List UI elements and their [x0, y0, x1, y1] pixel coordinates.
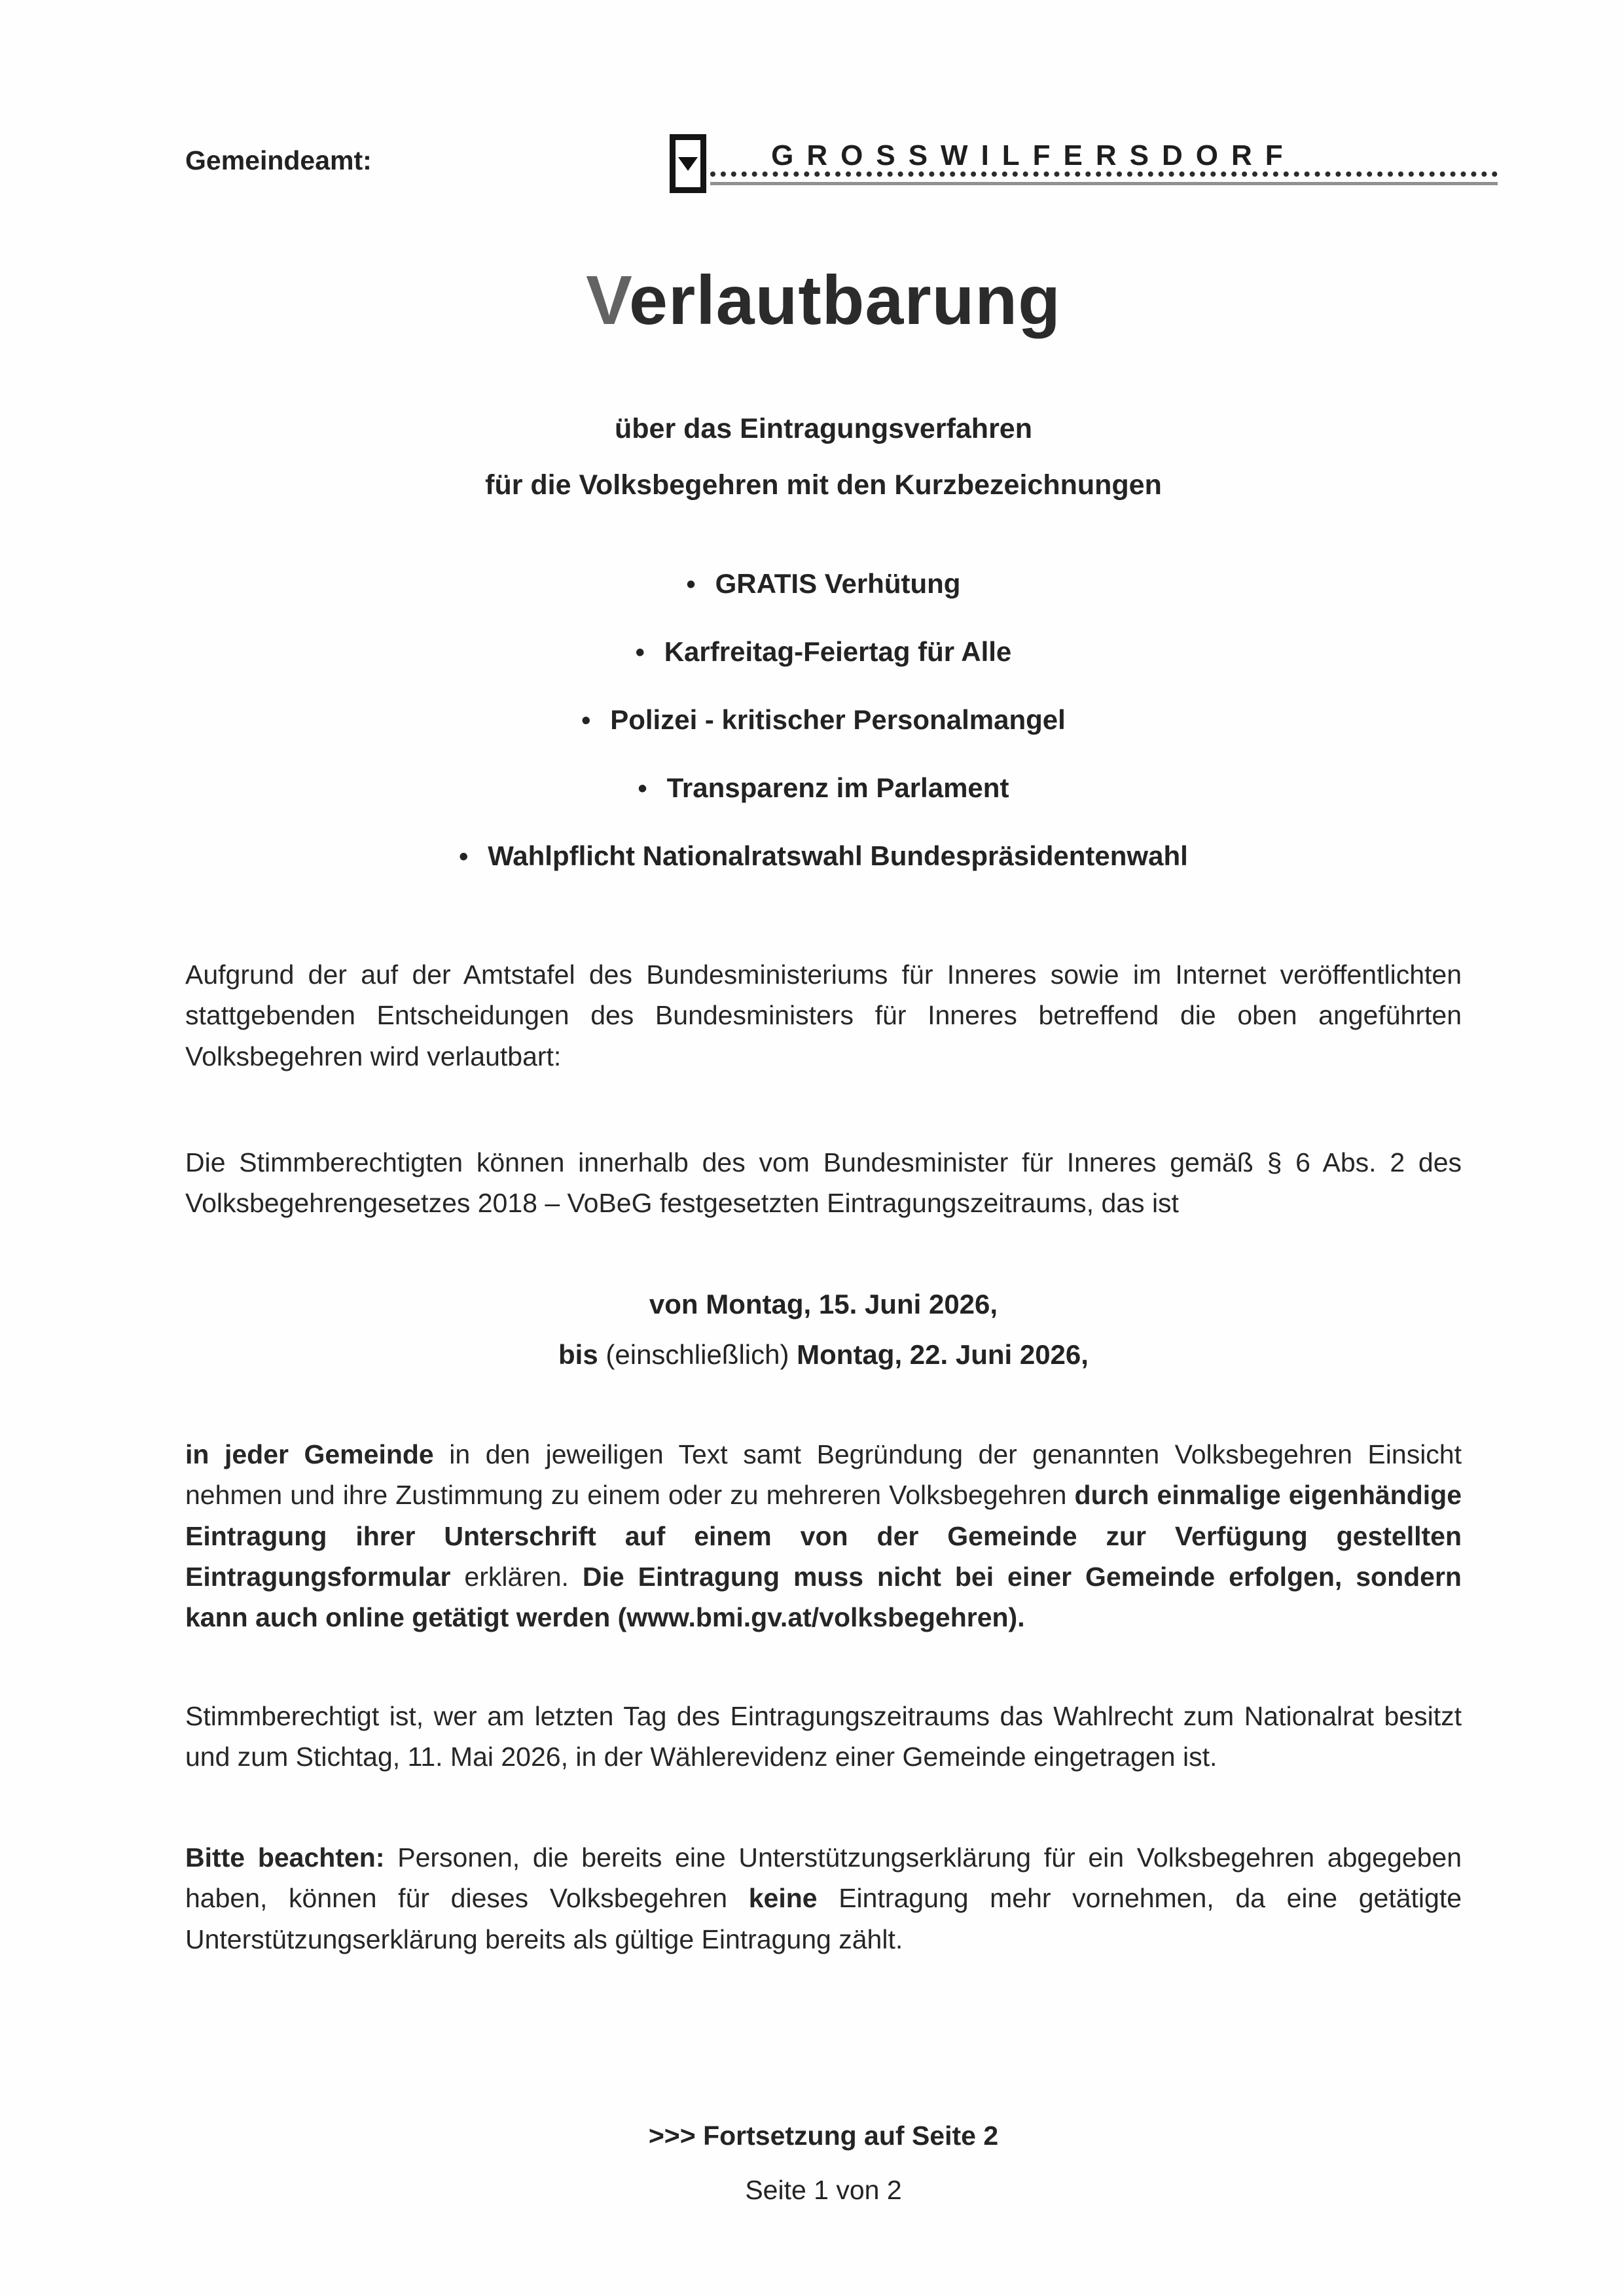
date-to: Montag, 22. Juni 2026,: [797, 1339, 1089, 1371]
eligibility-paragraph: Stimmberechtigt ist, wer am letzten Tag des Eintragungszeitraums das Wahlrecht zum Nationalrat besitzt und zum Stichtag, 11. Mai 2026, in der Wählerevidenz einer Gemeinde eingetragen ist.: [185, 1700, 1462, 1772]
participation-bold-3: Die Eintragung muss nicht bei einer Gemeinde erfolgen, sondern kann auch online getätigt werden (www.bmi.gv.at/volksbegehren).: [185, 1561, 1462, 1633]
entry-period-dates: [185, 1279, 1462, 1380]
participation-text-1: in den jeweiligen Text samt Begründung der genannten Volksbegehren Einsicht nehmen und ihre Zustimmung zu einem oder zu mehreren Volksbegehren: [185, 1439, 1462, 1511]
date-from-line: [185, 1279, 1462, 1330]
down-triangle-icon: [678, 157, 698, 171]
notice-paragraph: [185, 1837, 1462, 1960]
municipality-field: [670, 134, 1498, 193]
notice-label: Bitte beachten:: [185, 1842, 385, 1873]
header: [185, 134, 1462, 193]
page-title: Verlautbarung: [586, 262, 1061, 339]
continuation-note: >>> Fortsetzung auf Seite 2: [648, 2121, 999, 2151]
bullet-icon: •: [638, 774, 647, 803]
referendum-item-label: Karfreitag-Feiertag für Alle: [664, 636, 1012, 667]
referendum-item-label: Wahlpflicht Nationalratswahl Bundespräsidentenwahl: [488, 840, 1188, 871]
date-from: von Montag, 15. Juni 2026,: [649, 1288, 998, 1319]
municipality-name: GROSSWILFERSDORF: [771, 139, 1296, 171]
subtitle-line-1: über das Eintragungsverfahren: [615, 413, 1032, 444]
referendum-item: [638, 772, 1009, 804]
referendum-item-label: Polizei - kritischer Personalmangel: [610, 704, 1066, 735]
referendum-item-label: GRATIS Verhütung: [715, 568, 961, 599]
participation-bold-1: in jeder Gemeinde: [185, 1439, 434, 1469]
participation-bold-2: durch einmalige eigenhändige Eintragung ihrer Unterschrift auf einem von der Gemeinde zur Verfügung gestellten Eintragungsformular: [185, 1480, 1462, 1592]
notice-keine: keine: [748, 1883, 818, 1914]
intro-paragraph: Aufgrund der auf der Amtstafel des Bundesministeriums für Inneres sowie im Internet veröffentlichten stattgebenden Entscheidungen des Bundesministers für Inneres betreffend die oben angeführten Volksbegehren wird verlautbart:: [185, 960, 1462, 1071]
subtitle: [185, 401, 1462, 513]
bullet-icon: •: [459, 842, 469, 871]
participation-text-2: erklären.: [450, 1561, 583, 1592]
bullet-icon: •: [686, 570, 696, 599]
footer: [185, 2121, 1462, 2206]
referendum-item: [459, 840, 1188, 872]
referendum-list: [185, 568, 1462, 872]
subtitle-line-2: für die Volksbegehren mit den Kurzbezeichnungen: [485, 469, 1162, 501]
referendum-item: [636, 636, 1012, 668]
referendum-item-label: Transparenz im Parlament: [666, 772, 1009, 803]
dotted-fill-line: [710, 141, 1498, 177]
bullet-icon: •: [581, 706, 591, 735]
notice-text-1: Personen, die bereits eine Unterstützungserklärung für ein Volksbegehren abgegeben haben, können für dieses Volksbegehren: [185, 1842, 1462, 1914]
dropdown-arrow-icon[interactable]: [670, 134, 706, 193]
period-paragraph: Die Stimmberechtigten können innerhalb des vom Bundesminister für Inneres gemäß § 6 Abs. 2 des Volksbegehrengesetzes 2018 – VoBeG festgesetzten Eintragungszeitraums, das ist: [185, 1147, 1462, 1219]
participation-paragraph: [185, 1434, 1462, 1638]
gemeindeamt-label: Gemeindeamt:: [185, 145, 372, 175]
date-to-paren: (einschließlich): [598, 1339, 797, 1371]
notice-text-2: Eintragung mehr vornehmen, da eine getätigte Unterstützungserklärung bereits als gültige Eintragung zählt.: [185, 1883, 1462, 1954]
referendum-item: [687, 568, 961, 600]
date-to-prefix: bis: [558, 1339, 598, 1371]
bullet-icon: •: [635, 638, 645, 667]
page-number: Seite 1 von 2: [745, 2175, 902, 2206]
date-to-line: [185, 1329, 1462, 1380]
referendum-item: [581, 704, 1066, 736]
